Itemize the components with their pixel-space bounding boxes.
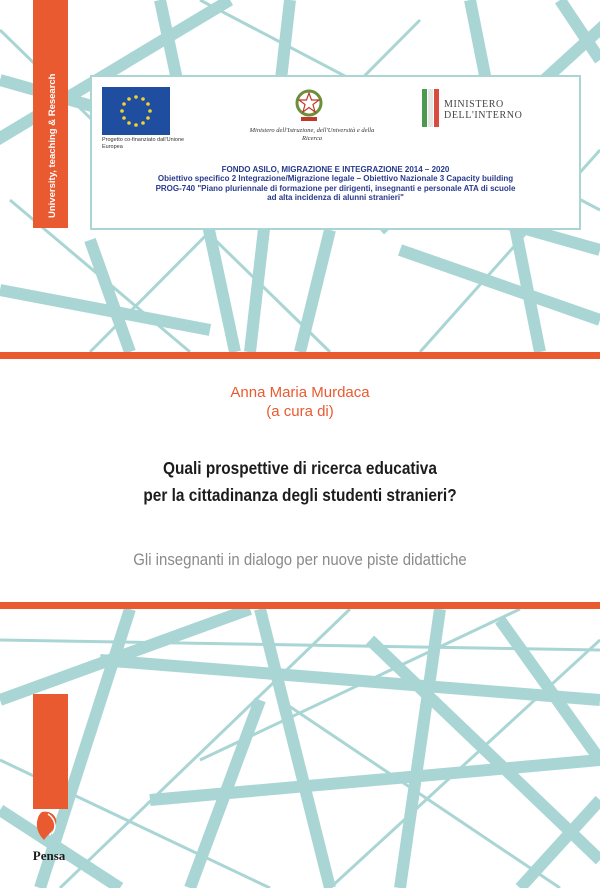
book-subtitle: Gli insegnanti in dialogo per nuove piste didattiche [133, 550, 467, 569]
ministry-interior-line2: DELL'INTERNO [444, 110, 523, 121]
ministry-interior-line1: MINISTERO [444, 99, 504, 110]
series-tab-bottom [33, 694, 68, 809]
title-line2: per la cittadinanza degli studenti stranieri? [143, 485, 457, 505]
ministry-interior-name [444, 99, 574, 121]
fund-line4: ad alta incidenza di alunni stranieri" [267, 192, 404, 202]
publisher-logo-icon [18, 808, 80, 876]
italian-emblem-icon [292, 87, 326, 125]
series-label-text: University, teaching & Research [47, 73, 58, 218]
italy-ministry-caption: Ministero dell'Istruzione, dell'Università e della Ricerca [249, 127, 375, 142]
series-tab [33, 0, 68, 228]
funding-logo-box [90, 75, 581, 230]
author-name: Anna Maria Murdaca [230, 384, 370, 401]
book-title [36, 455, 564, 509]
top-divider [0, 352, 600, 359]
eu-flag-icon [102, 87, 170, 135]
fund-line1: FONDO ASILO, MIGRAZIONE E INTEGRAZIONE 2014 – 2020 [221, 165, 450, 174]
publisher-name: Pensa [32, 848, 66, 863]
series-label [33, 0, 68, 228]
fund-line2: Obiettivo specifico 2 Integrazione/Migrazione legale – Obiettivo Nazionale 3 Capacity building [157, 174, 514, 184]
title-line1: Quali prospettive di ricerca educativa [163, 458, 437, 478]
eu-caption: Progetto co-finanziato dall'Unione Europea [102, 137, 185, 150]
bottom-divider [0, 602, 600, 609]
fund-description [98, 165, 573, 202]
fund-line3: PROG-740 "Piano pluriennale di formazione per dirigenti, insegnanti e personale ATA di scuole [155, 183, 516, 193]
author-role: (a cura di) [266, 403, 334, 420]
